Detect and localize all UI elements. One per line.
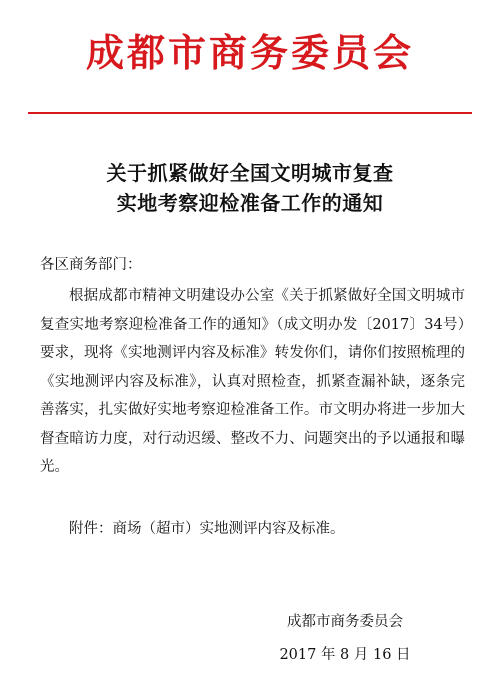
letterhead-org-name: 成都市商务委员会 (85, 30, 414, 75)
title-line-2: 实地考察迎检准备工作的通知 (116, 191, 384, 215)
letterhead-red-rule (28, 112, 472, 114)
attachment-note: 附件：商场（超市）实地测评内容及标准。 (69, 521, 345, 537)
signature-org: 成都市商务委员会 (287, 614, 403, 630)
body-paragraph: 根据成都市精神文明建设办公室《关于抓紧做好全国文明城市复查实地考察迎检准备工作的通知》（成文明办发〔2017〕34号）要求，现将《实地测评内容及标准》转发你们，请你们按照梳理的《实地测评内容及标准》，认真对照检查，抓紧查漏补缺，逐条完善落实，扎实做好实地考察迎检准备工作。市文明办将进一步加大督查暗访力度，对行动迟缓、整改不力、问题突出的予以通报和曝光。 (40, 288, 465, 475)
signature-date: 2017 年 8 月 16 日 (279, 647, 411, 663)
document-title (0, 158, 500, 218)
title-line-1: 关于抓紧做好全国文明城市复查 (106, 161, 394, 185)
salutation: 各区商务部门： (40, 257, 142, 273)
